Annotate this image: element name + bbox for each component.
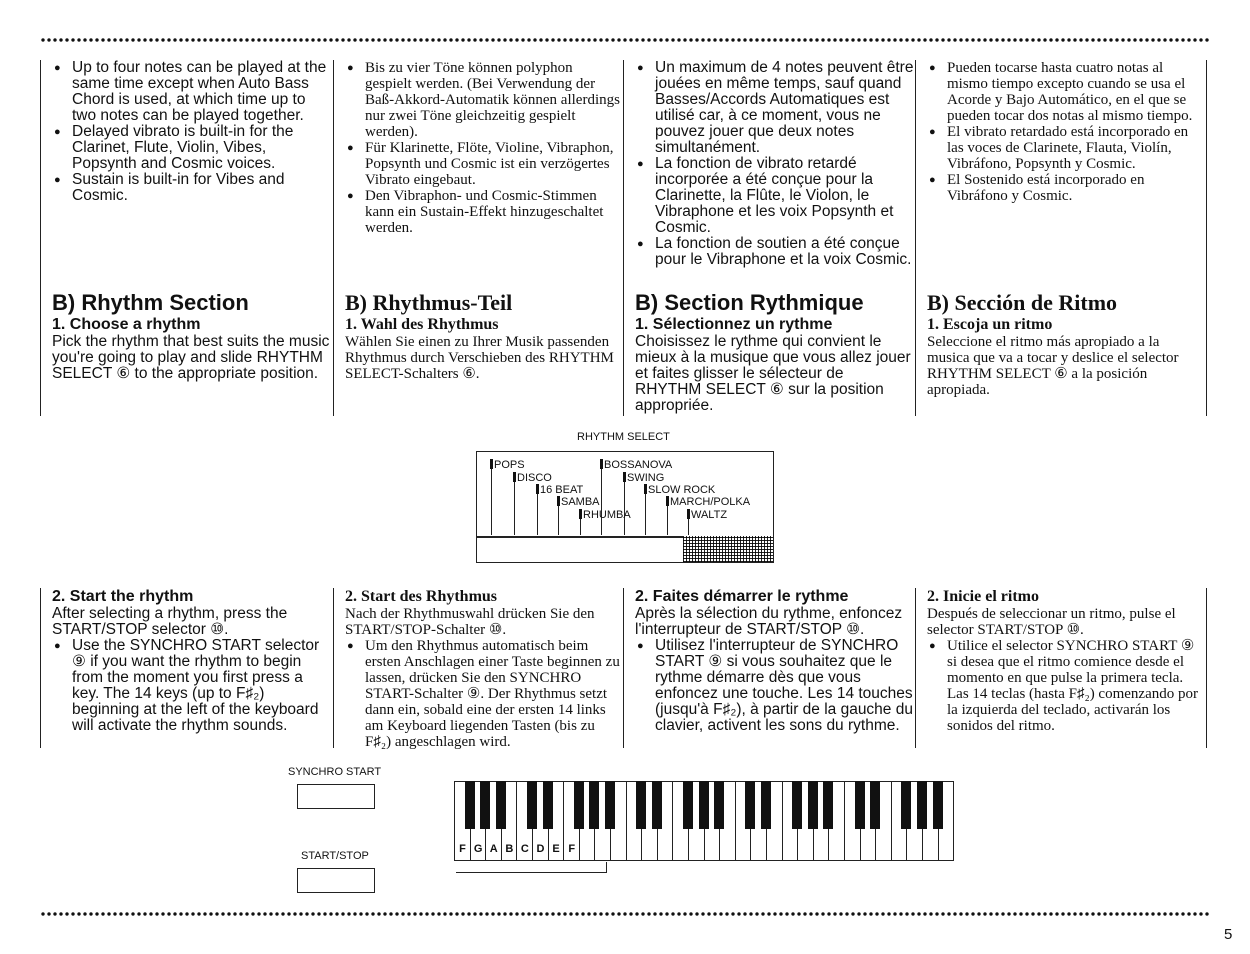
start-stop-button[interactable] <box>297 868 375 893</box>
step-title: 1. Sélectionnez un rythme <box>635 316 833 333</box>
step-text: Wählen Sie einen zu Ihrer Musik passenden Rhythmus durch Verschieben des RHYTHM SELECT-Schalters ⑥. <box>345 334 614 382</box>
english-column <box>44 60 332 204</box>
list-item: ● La fonction de soutien a été conçue pour le Vibraphone et la voix Cosmic. <box>635 236 914 268</box>
list-item: ● El vibrato retardado está incorporado en las voces de Clarinete, Flauta, Violín, Vibráfono, Popsynth y Cosmic. <box>927 124 1205 172</box>
step-text: Seleccione el ritmo más apropiado a la musica que va a tocar y deslice el selector RHYTHM SELECT ⑥ a la posición apropiada. <box>927 334 1179 398</box>
rhythm-slider-track[interactable] <box>683 536 773 562</box>
start-stop-label: START/STOP <box>301 850 369 862</box>
black-key[interactable] <box>870 781 880 829</box>
black-key[interactable] <box>527 781 537 829</box>
rhythm-label-slow-rock: SLOW ROCK <box>644 484 715 496</box>
column-rule <box>915 60 916 416</box>
top-dotted-rule <box>40 37 1210 43</box>
list-item: ● Utilisez l'interrupteur de SYNCHRO START ⑨ si vous souhaitez que le rythme démarre dès que vous enfoncez une touche. Les 14 touches (jusqu'à F♯₂), à partir de la gauche du clavier, activent les sons du rythme. <box>635 638 914 734</box>
german-column <box>337 60 622 236</box>
key-label: C <box>520 843 529 855</box>
black-key[interactable] <box>652 781 662 829</box>
list-item: ● Utilice el selector SYNCHRO START ⑨ si desea que el ritmo comience desde el momento en que pulse la primera tecla. Las 14 teclas (hasta F♯₂) comenzando por la izquierda del teclado, activarán los sonidos del ritmo. <box>927 638 1205 734</box>
tick-line <box>514 476 515 535</box>
key-label: E <box>552 843 560 855</box>
english-intro-list <box>52 60 332 204</box>
column-rule <box>1206 60 1207 416</box>
column-rule <box>333 588 334 748</box>
section-title: B) Section Rythmique <box>635 290 864 315</box>
step-title: 2. Start the rhythm <box>52 588 194 605</box>
step-title: 2. Start des Rhythmus <box>345 588 498 605</box>
list-item: ● La fonction de vibrato retardé incorporée a été conçue pour la Clarinette, la Flûte, le Violon, le Vibraphone et les voix Popsynth et Cosmic. <box>635 156 914 236</box>
step-text: Después de seleccionar un ritmo, pulse el selector START/STOP ⑩. <box>927 606 1176 638</box>
list-item: ● El Sostenido está incorporado en Vibráfono y Cosmic. <box>927 172 1205 204</box>
black-key[interactable] <box>496 781 506 829</box>
step-title: 1. Choose a rhythm <box>52 316 201 333</box>
step-text: Pick the rhythm that best suits the music you're going to play and slide RHYTHM SELECT ⑥ to the appropriate position. <box>52 333 330 382</box>
step-title: 2. Inicie el ritmo <box>927 588 1039 605</box>
rhythm-keys-bracket <box>456 872 607 873</box>
column-rule <box>1206 588 1207 748</box>
rhythm-label-disco: DISCO <box>513 472 552 484</box>
list-item: ● Für Klarinette, Flöte, Violine, Vibraphon, Popsynth und Cosmic ist ein verzögertes Vibrato eingebaut. <box>345 140 622 188</box>
bottom-dotted-rule <box>40 911 1210 917</box>
tick-line <box>601 462 602 535</box>
step-title: 2. Faites démarrer le rythme <box>635 588 849 605</box>
section-title: B) Sección de Ritmo <box>927 290 1118 315</box>
black-key[interactable] <box>823 781 833 829</box>
column-rule <box>40 588 41 748</box>
french-intro-list <box>635 60 914 268</box>
black-key[interactable] <box>480 781 490 829</box>
french-rhythm-section <box>627 290 914 414</box>
keyboard <box>454 781 954 861</box>
rhythm-select-title: RHYTHM SELECT <box>577 431 670 443</box>
black-key[interactable] <box>901 781 911 829</box>
key-label: A <box>489 843 498 855</box>
black-key[interactable] <box>589 781 599 829</box>
german-start-section <box>337 588 622 750</box>
key-label: G <box>473 843 483 855</box>
page-number: 5 <box>1224 926 1233 943</box>
spanish-start-section <box>919 588 1205 734</box>
english-start-section <box>44 588 332 734</box>
list-item: ● Delayed vibrato is built-in for the Clarinet, Flute, Violin, Vibes, Popsynth and Cosmic voices. <box>52 124 332 172</box>
column-rule <box>623 60 624 416</box>
rhythm-label-samba: SAMBA <box>557 496 600 508</box>
french-column <box>627 60 914 268</box>
list-item: ● Un maximum de 4 notes peuvent être jouées en même temps, sauf quand Basses/Accords Automatiques est utilisé car, à ce moment, vous ne pouvez jouer que deux notes simultanément. <box>635 60 914 156</box>
column-rule <box>333 60 334 416</box>
spanish-intro-list <box>927 60 1205 204</box>
black-key[interactable] <box>714 781 724 829</box>
black-key[interactable] <box>699 781 709 829</box>
step-title: 1. Wahl des Rhythmus <box>345 316 499 333</box>
list-item: ● Um den Rhythmus automatisch beim ersten Anschlagen einer Taste beginnen zu lassen, drücken Sie den SYNCHRO START-Schalter ⑨. Der Rhythmus setzt dann ein, sobald eine der ersten 14 links am Keyboard liegenden Tasten (bis zu F♯₂) angeschlagen wird. <box>345 638 622 750</box>
rhythm-label-rhumba: RHUMBA <box>579 509 631 521</box>
black-key[interactable] <box>761 781 771 829</box>
list-item: ● Use the SYNCHRO START selector ⑨ if you want the rhythm to begin from the moment you first press a key. The 14 keys (up to F♯₂) beginning at the left of the keyboard will activate the rhythm sounds. <box>52 638 332 734</box>
step-text: Après la sélection du rythme, enfoncez l'interrupteur de START/STOP ⑩. <box>635 605 903 638</box>
spanish-rhythm-section <box>919 290 1205 398</box>
black-key[interactable] <box>933 781 943 829</box>
black-key[interactable] <box>855 781 865 829</box>
column-rule <box>40 60 41 416</box>
list-item: ● Sustain is built-in for Vibes and Cosmic. <box>52 172 332 204</box>
list-item: ● Den Vibraphon- und Cosmic-Stimmen kann ein Sustain-Effekt hinzugeschaltet werden. <box>345 188 622 236</box>
step-text: After selecting a rhythm, press the START/STOP selector ⑩. <box>52 605 288 638</box>
black-key[interactable] <box>683 781 693 829</box>
rhythm-label-march-polka: MARCH/POLKA <box>666 496 750 508</box>
black-key[interactable] <box>808 781 818 829</box>
step-text: Choisissez le rythme qui convient le mieux à la musique que vous allez jouer et faites glisser le sélecteur de RHYTHM SELECT ⑥ sur la position appropriée. <box>635 333 911 414</box>
list-item: ● Up to four notes can be played at the same time except when Auto Bass Chord is used, at which time up to two notes can be played together. <box>52 60 332 124</box>
key-label: F <box>459 843 466 855</box>
black-key[interactable] <box>465 781 475 829</box>
key-label: F <box>568 843 576 855</box>
list-item: ● Bis zu vier Töne können polyphon gespielt werden. (Bei Verwendung der Baß-Akkord-Automatik können allerdings nur zwei Töne gleichzeitig gespielt werden). <box>345 60 622 140</box>
tick-line <box>624 476 625 535</box>
key-label: D <box>536 843 545 855</box>
list-item: ● Pueden tocarse hasta cuatro notas al mismo tiempo excepto cuando se usa el Acorde y Bajo Automático, en el que se pueden tocar dos notas al mismo tiempo. <box>927 60 1205 124</box>
german-rhythm-section <box>337 290 622 382</box>
black-key[interactable] <box>636 781 646 829</box>
spanish-column <box>919 60 1205 204</box>
column-rule <box>915 588 916 748</box>
english-rhythm-section <box>44 290 332 382</box>
french-start-section <box>627 588 914 734</box>
section-title: B) Rhythmus-Teil <box>345 290 513 315</box>
rhythm-label-16-beat: 16 BEAT <box>536 484 583 496</box>
black-key[interactable] <box>792 781 802 829</box>
tick-line <box>491 462 492 535</box>
rhythm-label-pops: POPS <box>490 459 525 471</box>
rhythm-label-bossanova: BOSSANOVA <box>600 459 672 471</box>
step-title: 1. Escoja un ritmo <box>927 316 1053 333</box>
step-text: Nach der Rhythmuswahl drücken Sie den START/STOP-Schalter ⑩. <box>345 606 595 638</box>
section-title: B) Rhythm Section <box>52 290 249 315</box>
black-key[interactable] <box>543 781 553 829</box>
key-label: B <box>505 843 514 855</box>
black-key[interactable] <box>745 781 755 829</box>
black-key[interactable] <box>917 781 927 829</box>
synchro-start-button[interactable] <box>297 784 375 809</box>
black-key[interactable] <box>574 781 584 829</box>
rhythm-label-waltz: WALTZ <box>687 509 727 521</box>
rhythm-label-swing: SWING <box>623 472 664 484</box>
synchro-start-label: SYNCHRO START <box>288 766 382 778</box>
rhythm-keys-bracket-end <box>606 862 607 873</box>
black-key[interactable] <box>605 781 615 829</box>
german-intro-list <box>345 60 622 236</box>
column-rule <box>623 588 624 748</box>
